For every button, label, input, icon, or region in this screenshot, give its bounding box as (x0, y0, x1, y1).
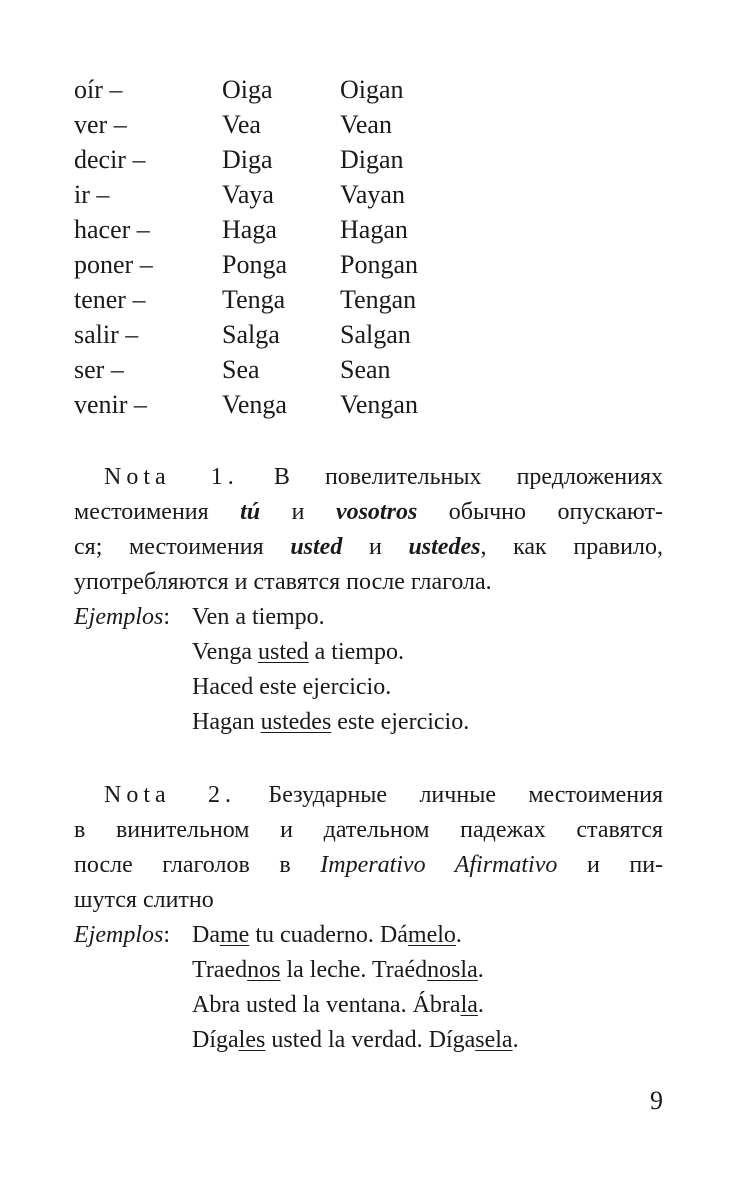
examples-label-text: Ejemplos (74, 604, 164, 630)
example-text: Ven a tiempo. (192, 604, 325, 630)
note-text: в винительном и дательном падежах ставятся (74, 817, 663, 843)
verb-infinitive: hacer – (74, 215, 150, 244)
examples-label (74, 600, 170, 635)
verb-ustedes-form: Tengan (340, 285, 417, 314)
note-2 (74, 778, 663, 918)
example-fragment: a tiempo. (314, 639, 404, 665)
verb-infinitive: ir – (74, 180, 110, 209)
example-fragment: la leche. Traéd (280, 957, 428, 983)
example-fragment: Hagan (192, 709, 255, 735)
example-fragment: tu cuaderno. Dá (249, 922, 408, 948)
verb-infinitive: decir – (74, 145, 146, 174)
verb-infinitive: salir – (74, 320, 139, 349)
note-text: и (291, 499, 305, 525)
underlined-pronoun: nos (247, 957, 281, 983)
verb-usted-form: Ponga (222, 250, 287, 279)
note-2-line (74, 813, 663, 848)
verb-ustedes-form: Salgan (340, 320, 411, 349)
underlined-pronoun: usted (257, 639, 309, 665)
example-line (74, 988, 674, 1023)
note-1-line (74, 565, 663, 600)
verb-usted-form: Vaya (222, 180, 274, 209)
example-fragment: Traed (192, 957, 248, 983)
example-text (192, 953, 484, 988)
example-fragment: Da (192, 922, 220, 948)
verb-ustedes-form: Vean (340, 110, 392, 139)
example-line (74, 670, 674, 705)
verb-usted-form: Oiga (222, 75, 273, 104)
pronoun-term: ustedes (408, 534, 481, 560)
example-text (192, 918, 462, 953)
example-fragment: . (477, 992, 484, 1018)
verb-usted-form: Vea (222, 110, 261, 139)
verb-ustedes-form: Sean (340, 355, 391, 384)
verb-infinitive: poner – (74, 250, 153, 279)
examples-colon: : (163, 922, 170, 948)
verb-usted-form: Diga (222, 145, 273, 174)
note-1-line (74, 495, 663, 530)
verb-ustedes-form: Vengan (340, 390, 418, 419)
verb-ustedes-form: Pongan (340, 250, 418, 279)
verb-usted-form: Sea (222, 355, 260, 384)
underlined-pronoun: nosla (427, 957, 478, 983)
examples-colon: : (163, 604, 170, 630)
note-1-line (74, 530, 663, 565)
verb-usted-form: Haga (222, 215, 277, 244)
note-text: В повелительных предложениях (273, 464, 663, 490)
underlined-pronoun: les (238, 1027, 266, 1053)
verb-usted-form: Salga (222, 320, 280, 349)
note-label: Nota 1. (104, 464, 239, 490)
note-1-line (74, 460, 663, 495)
pronoun-term: vosotros (335, 499, 418, 525)
example-fragment: Abra usted la ventana. Ábra (192, 992, 461, 1018)
example-line (74, 635, 674, 670)
note-2-examples (74, 918, 674, 1058)
note-text: , как правило, (480, 534, 663, 560)
note-2-line (74, 778, 663, 813)
note-1 (74, 460, 663, 600)
verb-infinitive: ver – (74, 110, 127, 139)
verb-infinitive: ser – (74, 355, 124, 384)
underlined-pronoun: sela (475, 1027, 513, 1053)
pronoun-term: usted (290, 534, 343, 560)
note-2-line (74, 883, 663, 918)
example-fragment: . (512, 1027, 519, 1053)
note-text: употребляются и ставятся после глагола. (74, 569, 492, 595)
mood-term: Imperativo Afirmativo (320, 852, 558, 878)
example-line (74, 953, 674, 988)
note-2-line (74, 848, 663, 883)
example-text (192, 635, 404, 670)
example-fragment: este ejercicio. (337, 709, 470, 735)
page-number: 9 (650, 1086, 663, 1115)
example-fragment: Díga (192, 1027, 239, 1053)
example-fragment: usted la verdad. Díga (265, 1027, 476, 1053)
example-text (192, 988, 484, 1023)
note-label: Nota 2. (104, 782, 237, 808)
example-text: Haced este ejercicio. (192, 674, 392, 700)
note-text: ся; местоимения (74, 534, 264, 560)
note-text: обычно опускают- (448, 499, 664, 525)
note-text: шутся слитно (74, 887, 214, 913)
example-fragment: Venga (192, 639, 252, 665)
verb-infinitive: oír – (74, 75, 123, 104)
verb-usted-form: Tenga (222, 285, 286, 314)
verb-usted-form: Venga (222, 390, 287, 419)
underlined-pronoun: me (219, 922, 250, 948)
verb-infinitive: tener – (74, 285, 146, 314)
note-text: и пи- (586, 852, 664, 878)
verb-ustedes-form: Oigan (340, 75, 404, 104)
examples-label-text: Ejemplos (74, 922, 164, 948)
note-text: после глаголов в (74, 852, 291, 878)
note-1-examples (74, 600, 674, 740)
example-text (192, 1023, 519, 1058)
note-text: Безударные личные местоимения (268, 782, 664, 808)
note-text: местоимения (74, 499, 209, 525)
example-text (192, 705, 469, 740)
verb-ustedes-form: Vayan (340, 180, 405, 209)
underlined-pronoun: ustedes (260, 709, 332, 735)
verb-ustedes-form: Hagan (340, 215, 408, 244)
example-line (74, 705, 674, 740)
example-fragment: . (477, 957, 484, 983)
example-line (74, 1023, 674, 1058)
note-text: и (368, 534, 382, 560)
examples-label (74, 918, 170, 953)
verb-infinitive: venir – (74, 390, 147, 419)
pronoun-term: tú (240, 499, 261, 525)
example-line (74, 600, 674, 635)
example-fragment: . (455, 922, 462, 948)
verb-ustedes-form: Digan (340, 145, 404, 174)
underlined-pronoun: melo (407, 922, 456, 948)
underlined-pronoun: la (460, 992, 478, 1018)
example-line (74, 918, 674, 953)
